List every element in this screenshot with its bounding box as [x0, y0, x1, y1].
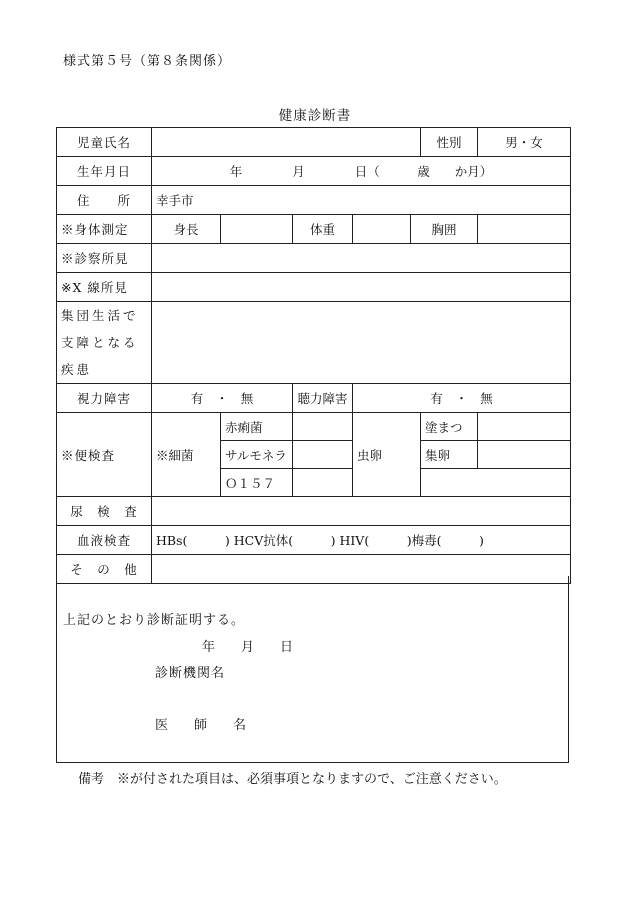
disease-label-line-3: 疾患: [61, 362, 93, 377]
vision-label: 視力障害: [57, 384, 152, 413]
chest-field[interactable]: [478, 215, 571, 244]
health-certificate-form: [56, 127, 571, 584]
salmonella-label: サルモネラ: [221, 441, 293, 469]
parasite-label: 虫卵: [353, 413, 421, 497]
group-life-disease-field[interactable]: [152, 302, 571, 384]
footnote: 備考 ※が付された項目は、必須事項となりますので、ご注意ください。: [78, 772, 507, 787]
height-field[interactable]: [221, 215, 293, 244]
doctor-name-label: 医 師 名: [155, 718, 247, 733]
hearing-field[interactable]: 有 ・ 無: [353, 384, 571, 413]
group-life-disease-label: [57, 302, 152, 384]
gender-label: 性別: [421, 128, 478, 157]
height-label: 身長: [152, 215, 221, 244]
hearing-label: 聴力障害: [293, 384, 353, 413]
weight-field[interactable]: [353, 215, 411, 244]
concentration-field[interactable]: [478, 441, 571, 469]
child-name-field[interactable]: [152, 128, 421, 157]
address-label: 住 所: [57, 186, 152, 215]
o157-label: Ｏ１５７: [221, 469, 293, 497]
body-measurement-label: ※身体測定: [57, 215, 152, 244]
form-number: 様式第５号（第８条関係）: [63, 54, 232, 69]
smear-field[interactable]: [478, 413, 571, 441]
certification-date[interactable]: 年 月 日: [202, 640, 294, 655]
gender-field[interactable]: 男・女: [478, 128, 571, 157]
weight-label: 体重: [293, 215, 353, 244]
address-field[interactable]: 幸手市: [152, 186, 571, 215]
bacteria-label: ※細菌: [152, 413, 221, 497]
exam-findings-field[interactable]: [152, 244, 571, 273]
document-title: 健康診断書: [278, 108, 352, 124]
exam-findings-label: ※診察所見: [57, 244, 152, 273]
birth-date-label: 生年月日: [57, 157, 152, 186]
xray-findings-label: ※X 線所見: [57, 273, 152, 302]
urine-test-field[interactable]: [152, 497, 571, 526]
urine-test-label: 尿 検 査: [57, 497, 152, 526]
blood-test-label: 血液検査: [57, 526, 152, 555]
chest-label: 胸囲: [411, 215, 478, 244]
dysentery-field[interactable]: [293, 413, 353, 441]
disease-label-line-2: 支障となる: [61, 335, 139, 350]
dysentery-label: 赤痢菌: [221, 413, 293, 441]
certification-statement: 上記のとおり診断証明する。: [63, 613, 246, 628]
blood-test-field[interactable]: HBs( ) HCV抗体( ) HIV( )梅毒( ): [152, 526, 571, 555]
concentration-label: 集卵: [421, 441, 478, 469]
certification-box: [56, 576, 569, 763]
disease-label-line-1: 集団生活で: [61, 308, 139, 323]
salmonella-field[interactable]: [293, 441, 353, 469]
stool-test-label: ※便検査: [57, 413, 152, 497]
parasite-extra-field[interactable]: [421, 469, 571, 497]
vision-field[interactable]: 有 ・ 無: [152, 384, 293, 413]
other-label: そ の 他: [57, 555, 152, 584]
o157-field[interactable]: [293, 469, 353, 497]
xray-findings-field[interactable]: [152, 273, 571, 302]
smear-label: 塗まつ: [421, 413, 478, 441]
child-name-label: 児童氏名: [57, 128, 152, 157]
institution-label: 診断機関名: [155, 666, 226, 681]
birth-date-field[interactable]: 年 月 日（ 歳 か月）: [152, 157, 571, 186]
